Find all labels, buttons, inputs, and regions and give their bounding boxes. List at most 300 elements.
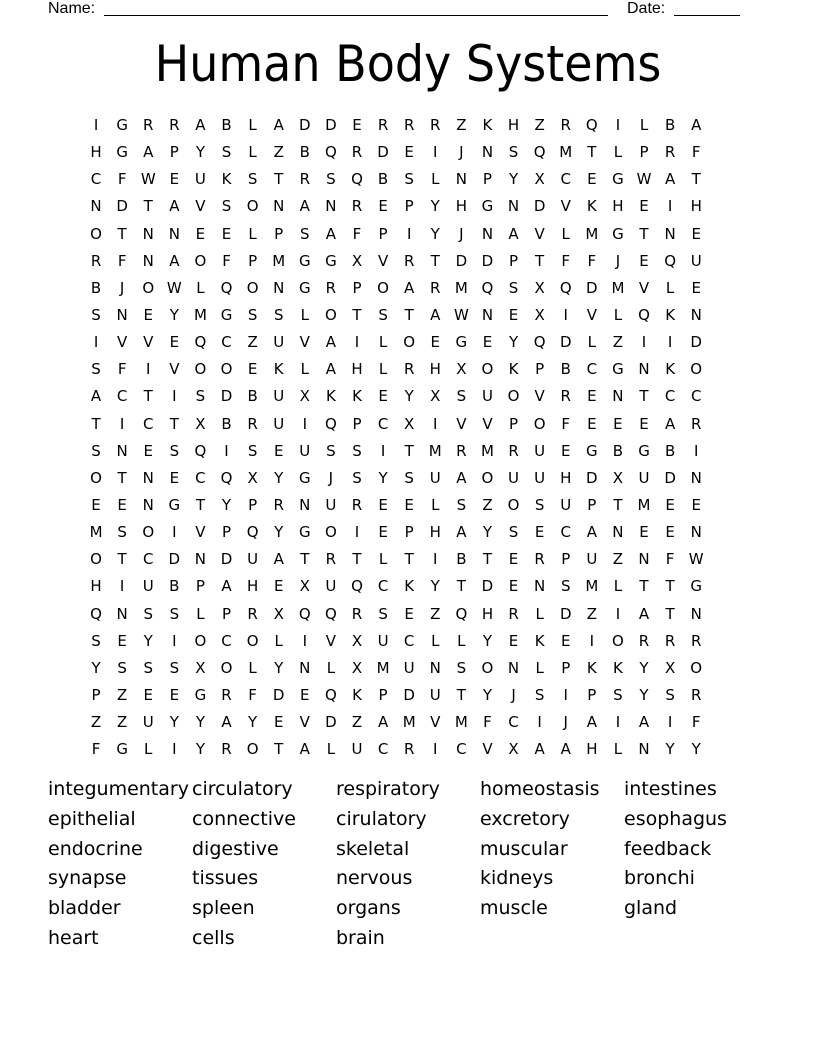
grid-letter[interactable]: D — [272, 685, 285, 704]
grid-letter[interactable]: S — [247, 441, 258, 460]
grid-letter[interactable]: T — [404, 305, 414, 324]
grid-letter[interactable]: T — [352, 305, 362, 324]
grid-letter[interactable]: V — [560, 197, 571, 216]
grid-letter[interactable]: N — [299, 495, 311, 514]
grid-letter[interactable]: I — [302, 631, 308, 650]
grid-letter[interactable]: E — [691, 224, 701, 243]
grid-letter[interactable]: E — [404, 495, 414, 514]
grid-letter[interactable]: V — [482, 740, 493, 759]
grid-letter[interactable]: X — [299, 577, 310, 596]
grid-letter[interactable]: A — [508, 224, 519, 243]
grid-letter[interactable]: G — [612, 360, 624, 379]
grid-letter[interactable]: K — [665, 360, 676, 379]
grid-letter[interactable]: R — [221, 740, 232, 759]
grid-letter[interactable]: W — [636, 170, 652, 189]
grid-letter[interactable]: Y — [639, 658, 649, 677]
grid-letter[interactable]: I — [302, 414, 308, 433]
grid-letter[interactable]: S — [456, 658, 467, 677]
grid-letter[interactable]: O — [246, 278, 259, 297]
grid-letter[interactable]: N — [142, 224, 154, 243]
grid-letter[interactable]: P — [535, 360, 545, 379]
grid-letter[interactable]: U — [403, 658, 415, 677]
grid-letter[interactable]: S — [508, 143, 519, 162]
grid-letter[interactable]: E — [378, 387, 388, 406]
grid-letter[interactable]: C — [221, 631, 232, 650]
grid-letter[interactable]: M — [89, 523, 103, 542]
grid-letter[interactable]: J — [615, 251, 621, 270]
grid-letter[interactable]: R — [247, 604, 258, 623]
grid-letter[interactable]: M — [637, 495, 651, 514]
grid-letter[interactable]: I — [119, 577, 125, 596]
grid-letter[interactable]: E — [639, 414, 649, 433]
grid-letter[interactable]: N — [429, 658, 441, 677]
grid-letter[interactable]: O — [690, 360, 703, 379]
grid-letter[interactable]: R — [403, 740, 415, 759]
grid-letter[interactable]: M — [585, 224, 599, 243]
grid-letter[interactable]: D — [168, 550, 181, 569]
grid-letter[interactable]: U — [273, 333, 285, 352]
grid-letter[interactable]: H — [246, 577, 259, 596]
grid-letter[interactable]: E — [273, 577, 284, 596]
grid-letter[interactable]: E — [639, 523, 649, 542]
grid-letter[interactable]: S — [143, 604, 153, 623]
grid-letter[interactable]: E — [117, 631, 127, 650]
grid-letter[interactable]: U — [508, 468, 520, 487]
grid-letter[interactable]: D — [116, 197, 128, 216]
grid-letter[interactable]: L — [613, 305, 623, 324]
grid-letter[interactable]: P — [169, 143, 179, 162]
grid-letter[interactable]: L — [535, 658, 544, 677]
grid-letter[interactable]: G — [455, 333, 468, 352]
grid-letter[interactable]: E — [91, 495, 101, 514]
grid-letter[interactable]: I — [380, 441, 386, 460]
grid-letter[interactable]: Y — [508, 333, 519, 352]
grid-letter[interactable]: A — [664, 414, 676, 433]
grid-letter[interactable]: A — [404, 278, 415, 297]
grid-letter[interactable]: A — [586, 713, 597, 732]
grid-letter[interactable]: Z — [90, 713, 102, 732]
grid-letter[interactable]: Z — [534, 116, 545, 134]
grid-letter[interactable]: D — [299, 116, 311, 134]
grid-letter[interactable]: O — [481, 658, 494, 677]
grid-letter[interactable]: S — [404, 170, 414, 189]
grid-letter[interactable]: R — [351, 143, 363, 162]
grid-letter[interactable]: M — [585, 577, 599, 596]
grid-letter[interactable]: L — [665, 278, 675, 297]
grid-letter[interactable]: E — [300, 685, 310, 704]
grid-letter[interactable]: T — [456, 577, 466, 596]
grid-letter[interactable]: R — [377, 116, 389, 134]
grid-letter[interactable]: B — [560, 360, 571, 379]
grid-letter[interactable]: X — [430, 387, 441, 406]
grid-letter[interactable]: S — [352, 441, 362, 460]
grid-letter[interactable]: R — [351, 197, 363, 216]
grid-letter[interactable]: O — [481, 360, 494, 379]
grid-letter[interactable]: R — [273, 495, 284, 514]
grid-letter[interactable]: Y — [169, 305, 179, 324]
grid-letter[interactable]: S — [247, 305, 258, 324]
grid-letter[interactable]: N — [690, 523, 702, 542]
grid-letter[interactable]: E — [352, 116, 362, 134]
grid-letter[interactable]: T — [195, 495, 205, 514]
grid-letter[interactable]: R — [664, 143, 676, 162]
grid-letter[interactable]: Q — [638, 305, 650, 324]
grid-letter[interactable]: L — [639, 116, 649, 134]
grid-letter[interactable]: N — [638, 740, 650, 759]
grid-letter[interactable]: I — [224, 441, 229, 460]
grid-letter[interactable]: A — [169, 251, 180, 270]
grid-letter[interactable]: O — [90, 224, 102, 243]
grid-letter[interactable]: L — [378, 333, 388, 352]
grid-letter[interactable]: I — [354, 333, 360, 352]
grid-letter[interactable]: U — [481, 387, 493, 406]
grid-letter[interactable]: T — [613, 495, 623, 514]
grid-letter[interactable]: R — [143, 116, 154, 134]
grid-letter[interactable]: Z — [273, 143, 284, 162]
grid-letter[interactable]: X — [351, 251, 363, 270]
grid-letter[interactable]: C — [508, 713, 519, 732]
grid-letter[interactable]: H — [560, 468, 572, 487]
grid-letter[interactable]: F — [483, 713, 492, 732]
grid-letter[interactable]: L — [378, 550, 388, 569]
grid-letter[interactable]: P — [404, 523, 414, 542]
grid-letter[interactable]: M — [454, 278, 468, 297]
grid-letter[interactable]: P — [274, 224, 284, 243]
grid-letter[interactable]: N — [116, 305, 128, 324]
grid-letter[interactable]: P — [639, 143, 649, 162]
grid-letter[interactable]: C — [221, 333, 232, 352]
grid-letter[interactable]: O — [142, 523, 155, 542]
grid-letter[interactable]: E — [665, 523, 675, 542]
grid-letter[interactable]: O — [533, 414, 546, 433]
grid-letter[interactable]: P — [587, 685, 597, 704]
grid-letter[interactable]: W — [166, 278, 182, 297]
grid-letter[interactable]: I — [119, 414, 125, 433]
grid-letter[interactable]: V — [299, 713, 310, 732]
grid-letter[interactable]: I — [433, 414, 438, 433]
grid-letter[interactable]: V — [195, 197, 206, 216]
grid-letter[interactable]: L — [300, 305, 309, 324]
grid-letter[interactable]: A — [664, 170, 676, 189]
grid-letter[interactable]: Q — [324, 414, 337, 433]
grid-letter[interactable]: R — [351, 604, 363, 623]
grid-letter[interactable]: E — [587, 414, 597, 433]
grid-letter[interactable]: N — [325, 197, 337, 216]
grid-letter[interactable]: R — [456, 441, 467, 460]
grid-letter[interactable]: Y — [404, 387, 414, 406]
grid-letter[interactable]: T — [117, 224, 127, 243]
grid-letter[interactable]: O — [142, 278, 155, 297]
grid-letter[interactable]: C — [377, 577, 389, 596]
grid-letter[interactable]: T — [274, 740, 284, 759]
grid-letter[interactable]: G — [325, 251, 337, 270]
grid-letter[interactable]: U — [142, 577, 154, 596]
grid-letter[interactable]: K — [482, 116, 493, 134]
grid-letter[interactable]: S — [169, 441, 180, 460]
grid-letter[interactable]: Y — [143, 631, 153, 650]
grid-letter[interactable]: O — [507, 387, 520, 406]
grid-letter[interactable]: W — [140, 170, 156, 189]
grid-letter[interactable]: M — [193, 305, 207, 324]
grid-letter[interactable]: A — [169, 197, 180, 216]
grid-letter[interactable]: H — [90, 143, 102, 162]
grid-letter[interactable]: Z — [612, 550, 624, 569]
grid-letter[interactable]: R — [690, 631, 702, 650]
grid-letter[interactable]: I — [93, 116, 99, 134]
grid-letter[interactable]: N — [690, 604, 702, 623]
grid-letter[interactable]: A — [456, 523, 467, 542]
grid-letter[interactable]: N — [664, 224, 676, 243]
grid-letter[interactable]: N — [142, 251, 154, 270]
name-field[interactable] — [104, 0, 608, 16]
grid-letter[interactable]: I — [93, 333, 99, 352]
grid-letter[interactable]: G — [298, 278, 311, 297]
grid-letter[interactable]: R — [403, 251, 415, 270]
grid-letter[interactable]: K — [325, 387, 336, 406]
grid-letter[interactable]: U — [273, 414, 285, 433]
grid-letter[interactable]: J — [459, 224, 464, 243]
grid-letter[interactable]: I — [615, 604, 621, 623]
grid-letter[interactable]: S — [404, 468, 414, 487]
grid-letter[interactable]: T — [456, 685, 466, 704]
grid-letter[interactable]: S — [378, 604, 388, 623]
grid-letter[interactable]: I — [406, 224, 412, 243]
grid-letter[interactable]: P — [587, 495, 597, 514]
grid-letter[interactable]: R — [664, 631, 676, 650]
grid-letter[interactable]: P — [482, 170, 492, 189]
grid-letter[interactable]: U — [325, 495, 337, 514]
grid-letter[interactable]: C — [90, 170, 102, 189]
grid-letter[interactable]: O — [377, 278, 389, 297]
grid-letter[interactable]: S — [352, 468, 362, 487]
grid-letter[interactable]: V — [117, 333, 128, 352]
grid-letter[interactable]: A — [456, 468, 467, 487]
grid-letter[interactable]: G — [612, 170, 624, 189]
grid-letter[interactable]: O — [324, 523, 337, 542]
grid-letter[interactable]: Y — [430, 197, 440, 216]
grid-letter[interactable]: T — [274, 170, 284, 189]
grid-letter[interactable]: B — [456, 550, 467, 569]
grid-letter[interactable]: E — [378, 523, 388, 542]
grid-letter[interactable]: N — [507, 658, 520, 677]
grid-letter[interactable]: B — [221, 116, 232, 134]
grid-letter[interactable]: X — [195, 414, 206, 433]
grid-letter[interactable]: A — [299, 197, 310, 216]
grid-letter[interactable]: G — [638, 441, 650, 460]
grid-letter[interactable]: H — [90, 577, 102, 596]
grid-letter[interactable]: V — [456, 414, 467, 433]
grid-letter[interactable]: A — [299, 740, 310, 759]
grid-letter[interactable]: O — [220, 658, 233, 677]
grid-letter[interactable]: D — [559, 604, 572, 623]
grid-letter[interactable]: S — [221, 143, 232, 162]
grid-letter[interactable]: U — [377, 631, 389, 650]
grid-letter[interactable]: X — [534, 305, 545, 324]
grid-letter[interactable]: M — [454, 713, 468, 732]
grid-letter[interactable]: K — [221, 170, 232, 189]
grid-letter[interactable]: E — [613, 414, 623, 433]
grid-letter[interactable]: V — [169, 360, 180, 379]
grid-letter[interactable]: I — [563, 305, 568, 324]
grid-letter[interactable]: E — [587, 170, 597, 189]
grid-letter[interactable]: M — [272, 251, 286, 270]
grid-letter[interactable]: S — [326, 441, 336, 460]
grid-letter[interactable]: N — [142, 495, 154, 514]
grid-letter[interactable]: Q — [455, 604, 468, 623]
grid-letter[interactable]: R — [560, 387, 571, 406]
grid-letter[interactable]: E — [221, 224, 232, 243]
grid-letter[interactable]: Q — [481, 278, 494, 297]
grid-letter[interactable]: L — [248, 143, 257, 162]
grid-letter[interactable]: L — [457, 631, 466, 650]
grid-letter[interactable]: O — [194, 631, 207, 650]
grid-letter[interactable]: G — [612, 224, 624, 243]
grid-letter[interactable]: T — [482, 550, 493, 569]
grid-letter[interactable]: D — [455, 251, 468, 270]
grid-letter[interactable]: I — [172, 523, 177, 542]
grid-letter[interactable]: C — [403, 631, 415, 650]
grid-letter[interactable]: V — [299, 333, 310, 352]
grid-letter[interactable]: D — [664, 468, 676, 487]
grid-letter[interactable]: C — [116, 387, 128, 406]
grid-letter[interactable]: S — [169, 658, 180, 677]
grid-letter[interactable]: U — [534, 441, 546, 460]
grid-letter[interactable]: E — [273, 441, 284, 460]
grid-letter[interactable]: D — [481, 251, 494, 270]
grid-letter[interactable]: D — [586, 468, 598, 487]
grid-letter[interactable]: G — [481, 197, 494, 216]
grid-letter[interactable]: E — [691, 278, 701, 297]
grid-letter[interactable]: I — [615, 116, 621, 134]
grid-letter[interactable]: M — [428, 441, 442, 460]
grid-letter[interactable]: L — [535, 604, 544, 623]
grid-letter[interactable]: L — [613, 143, 623, 162]
grid-letter[interactable]: L — [378, 360, 388, 379]
grid-letter[interactable]: T — [143, 387, 153, 406]
grid-letter[interactable]: V — [534, 387, 545, 406]
grid-letter[interactable]: Z — [117, 713, 128, 732]
grid-letter[interactable]: P — [91, 685, 101, 704]
grid-letter[interactable]: Y — [221, 495, 232, 514]
grid-letter[interactable]: N — [90, 197, 102, 216]
grid-letter[interactable]: B — [169, 577, 180, 596]
grid-letter[interactable]: E — [430, 333, 440, 352]
grid-letter[interactable]: C — [456, 740, 467, 759]
grid-letter[interactable]: N — [116, 604, 128, 623]
grid-letter[interactable]: V — [377, 251, 389, 270]
grid-letter[interactable]: P — [378, 685, 388, 704]
grid-letter[interactable]: Z — [456, 116, 467, 134]
grid-letter[interactable]: P — [221, 523, 232, 542]
grid-letter[interactable]: E — [639, 251, 649, 270]
grid-letter[interactable]: L — [144, 740, 153, 759]
grid-letter[interactable]: T — [535, 251, 545, 270]
grid-letter[interactable]: Z — [430, 604, 441, 623]
grid-letter[interactable]: U — [586, 550, 598, 569]
grid-letter[interactable]: S — [117, 658, 127, 677]
grid-letter[interactable]: E — [482, 333, 493, 352]
grid-letter[interactable]: A — [195, 116, 206, 134]
grid-letter[interactable]: A — [534, 740, 545, 759]
grid-letter[interactable]: E — [508, 631, 519, 650]
grid-letter[interactable]: U — [690, 251, 702, 270]
grid-letter[interactable]: D — [220, 387, 233, 406]
grid-letter[interactable]: S — [326, 170, 336, 189]
grid-letter[interactable]: A — [221, 577, 232, 596]
grid-letter[interactable]: E — [143, 305, 153, 324]
grid-letter[interactable]: H — [481, 604, 494, 623]
grid-letter[interactable]: Q — [533, 143, 546, 162]
grid-letter[interactable]: B — [664, 441, 676, 460]
grid-letter[interactable]: M — [376, 658, 390, 677]
grid-letter[interactable]: Q — [246, 523, 259, 542]
grid-letter[interactable]: O — [194, 251, 207, 270]
grid-letter[interactable]: R — [403, 360, 415, 379]
grid-letter[interactable]: E — [508, 305, 519, 324]
grid-letter[interactable]: D — [403, 685, 415, 704]
grid-letter[interactable]: N — [142, 468, 154, 487]
grid-letter[interactable]: E — [639, 197, 649, 216]
grid-letter[interactable]: A — [430, 305, 441, 324]
grid-letter[interactable]: F — [587, 251, 597, 270]
grid-letter[interactable]: S — [534, 685, 545, 704]
grid-letter[interactable]: L — [587, 333, 596, 352]
grid-letter[interactable]: E — [169, 170, 180, 189]
grid-letter[interactable]: R — [90, 251, 102, 270]
grid-letter[interactable]: D — [690, 333, 702, 352]
grid-letter[interactable]: S — [300, 224, 310, 243]
grid-letter[interactable]: S — [665, 685, 675, 704]
grid-letter[interactable]: G — [298, 251, 311, 270]
grid-letter[interactable]: E — [560, 441, 571, 460]
grid-letter[interactable]: L — [196, 604, 205, 623]
grid-letter[interactable]: J — [511, 685, 516, 704]
grid-letter[interactable]: K — [665, 305, 676, 324]
grid-letter[interactable]: N — [299, 658, 311, 677]
grid-letter[interactable]: Q — [298, 604, 311, 623]
grid-letter[interactable]: F — [561, 414, 571, 433]
grid-letter[interactable]: T — [587, 143, 597, 162]
grid-letter[interactable]: T — [117, 550, 127, 569]
grid-letter[interactable]: E — [273, 713, 284, 732]
grid-letter[interactable]: U — [429, 468, 441, 487]
grid-letter[interactable]: Q — [664, 251, 677, 270]
grid-letter[interactable]: P — [195, 577, 205, 596]
grid-letter[interactable]: P — [378, 224, 388, 243]
grid-letter[interactable]: Q — [324, 685, 337, 704]
grid-letter[interactable]: Y — [482, 685, 493, 704]
grid-letter[interactable]: V — [482, 414, 493, 433]
grid-letter[interactable]: D — [559, 333, 572, 352]
grid-letter[interactable]: J — [563, 713, 568, 732]
grid-letter[interactable]: S — [273, 305, 284, 324]
grid-letter[interactable]: D — [325, 713, 337, 732]
grid-letter[interactable]: Y — [195, 143, 205, 162]
grid-letter[interactable]: Y — [378, 468, 388, 487]
grid-letter[interactable]: V — [638, 278, 650, 297]
grid-letter[interactable]: Y — [508, 170, 519, 189]
grid-letter[interactable]: O — [481, 468, 494, 487]
grid-letter[interactable]: P — [352, 278, 362, 297]
grid-letter[interactable]: F — [691, 713, 701, 732]
grid-letter[interactable]: C — [377, 740, 389, 759]
grid-letter[interactable]: L — [300, 360, 309, 379]
grid-letter[interactable]: F — [561, 251, 571, 270]
grid-letter[interactable]: S — [456, 387, 467, 406]
grid-letter[interactable]: F — [91, 740, 101, 759]
grid-letter[interactable]: N — [273, 278, 285, 297]
grid-letter[interactable]: Y — [195, 740, 205, 759]
